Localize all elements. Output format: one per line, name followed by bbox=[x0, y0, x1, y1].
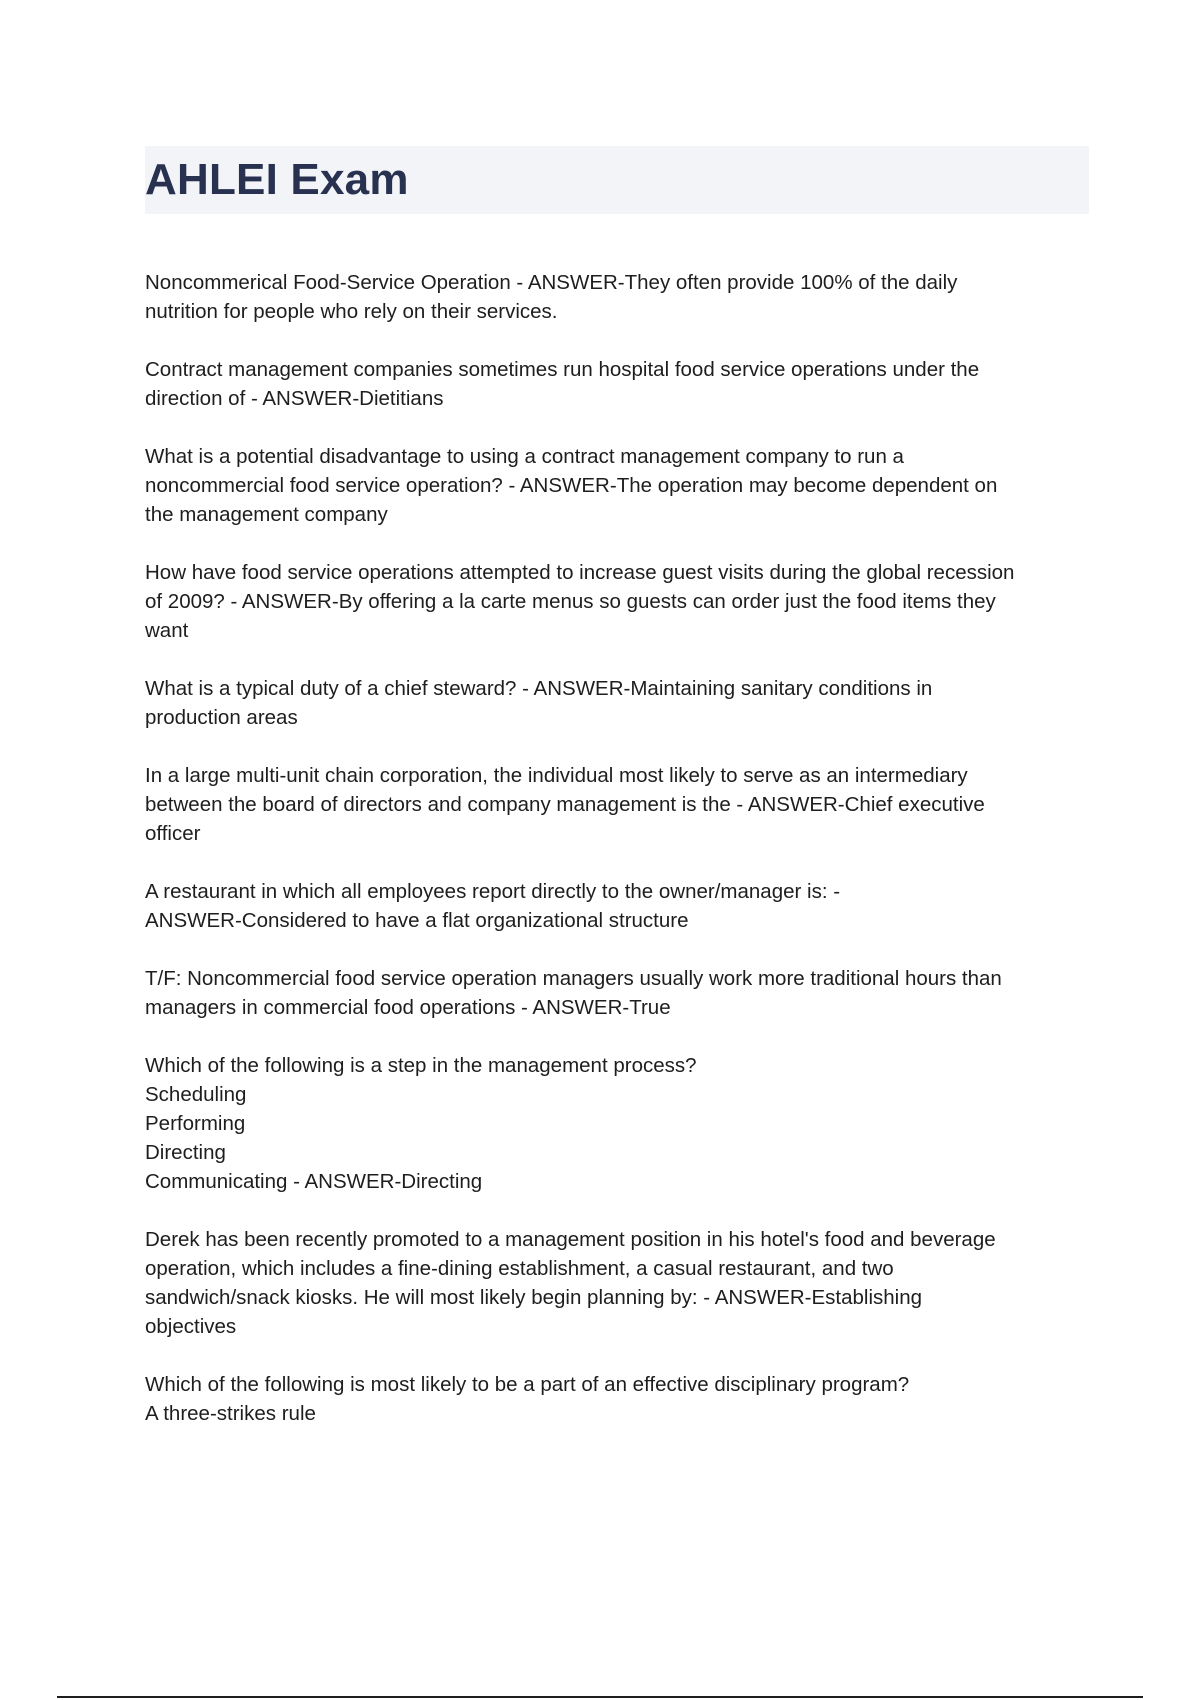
qa-entry: Which of the following is most likely to be a part of an effective disciplinary program? A three-strikes rule bbox=[145, 1373, 910, 1425]
qa-list bbox=[145, 268, 1095, 1457]
qa-entry: Contract management companies sometimes run hospital food service operations under the direction of - ANSWER-Dietitians bbox=[145, 358, 980, 410]
qa-entry: What is a typical duty of a chief steward? - ANSWER-Maintaining sanitary conditions in production areas bbox=[145, 677, 933, 729]
qa-entry: T/F: Noncommercial food service operation managers usually work more traditional hours than managers in commercial food operations - ANSWER-True bbox=[145, 967, 1002, 1019]
qa-entry: Derek has been recently promoted to a management position in his hotel's food and beverage operation, which includes a fine-dining establishment, a casual restaurant, and two sandwich/snack kiosks. He will most likely begin planning by: - ANSWER-Establishing objectives bbox=[145, 1228, 996, 1338]
qa-entry: Which of the following is a step in the management process? Scheduling Performing Directing Communicating - ANSWER-Directing bbox=[145, 1054, 697, 1193]
page-title: AHLEI Exam bbox=[145, 155, 409, 204]
qa-entry: A restaurant in which all employees report directly to the owner/manager is: - ANSWER-Considered to have a flat organizational structure bbox=[145, 880, 841, 932]
qa-entry: Noncommerical Food-Service Operation - ANSWER-They often provide 100% of the daily nutrition for people who rely on their services. bbox=[145, 271, 958, 323]
qa-entry: What is a potential disadvantage to using a contract management company to run a noncommercial food service operation? - ANSWER-The operation may become dependent on the management company bbox=[145, 445, 998, 526]
footer-divider bbox=[57, 1696, 1143, 1698]
qa-entry: How have food service operations attempted to increase guest visits during the global recession of 2009? - ANSWER-By offering a la carte menus so guests can order just the food items they want bbox=[145, 561, 1015, 642]
qa-entry: In a large multi-unit chain corporation, the individual most likely to serve as an intermediary between the board of directors and company management is the - ANSWER-Chief executive officer bbox=[145, 764, 985, 845]
